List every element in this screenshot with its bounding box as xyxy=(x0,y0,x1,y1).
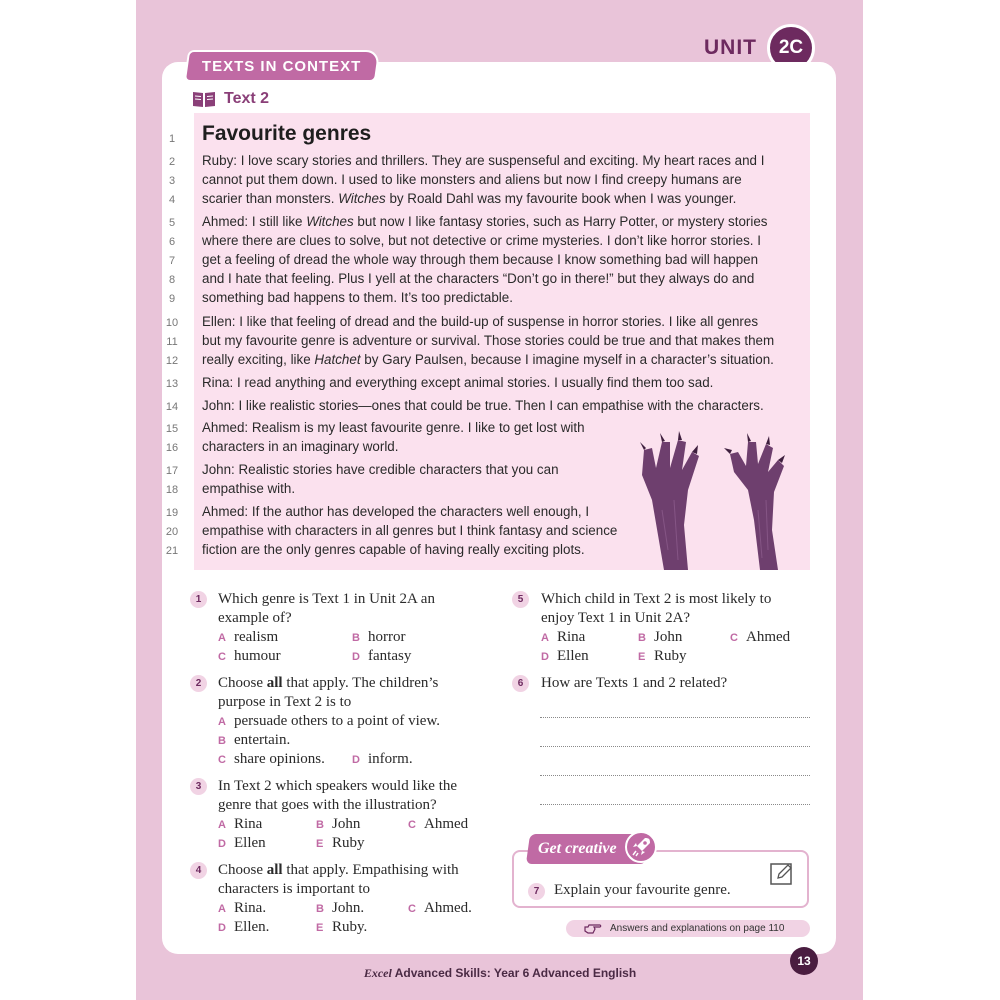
passage-line: scarier than monsters. Witches by Roald Dahl was my favourite book when I was younger. xyxy=(202,191,737,206)
line-number: 19 xyxy=(165,507,179,519)
option[interactable]: E Ruby xyxy=(316,835,365,851)
line-number: 12 xyxy=(165,355,179,367)
section-tab-label: TEXTS IN CONTEXT xyxy=(202,57,362,75)
section-tab xyxy=(184,50,380,82)
rocket-icon xyxy=(624,830,658,864)
line-number: 6 xyxy=(168,236,176,248)
passage-title: Favourite genres xyxy=(202,122,372,145)
question-number: 5 xyxy=(512,591,529,608)
unit-badge: 2C xyxy=(767,24,815,72)
line-number: 9 xyxy=(168,293,176,305)
option[interactable]: D fantasy xyxy=(352,648,412,664)
question-number: 2 xyxy=(190,675,207,692)
unit-label: UNIT xyxy=(704,36,757,59)
option[interactable]: A Rina xyxy=(218,816,263,832)
question-7-text: Explain your favourite genre. xyxy=(554,882,731,898)
question-4-text: characters is important to xyxy=(218,881,371,897)
book-icon xyxy=(192,90,216,108)
line-number: 21 xyxy=(165,545,179,557)
option[interactable]: A realism xyxy=(218,629,279,645)
line-number: 20 xyxy=(165,526,179,538)
question-number: 1 xyxy=(190,591,207,608)
option[interactable]: A Rina xyxy=(541,629,586,645)
passage-line: Ahmed: If the author has developed the characters well enough, I xyxy=(202,504,590,519)
question-6-text: How are Texts 1 and 2 related? xyxy=(541,675,728,691)
question-2-text: Choose all that apply. The children’s xyxy=(218,675,439,691)
option[interactable]: D Ellen xyxy=(218,835,266,851)
passage-line: Ahmed: I still like Witches but now I like fantasy stories, such as Harry Potter, or mystery stories xyxy=(202,214,768,229)
line-number: 10 xyxy=(165,317,179,329)
passage-line: get a feeling of dread the whole way through them because I know something bad will happen xyxy=(202,252,759,267)
answer-line[interactable] xyxy=(540,775,810,776)
text-label-text: Text 2 xyxy=(224,90,270,107)
option[interactable]: B John. xyxy=(316,900,365,916)
question-2-text: purpose in Text 2 is to xyxy=(218,694,352,710)
get-creative-label: Get creative xyxy=(538,840,617,857)
question-3-text: genre that goes with the illustration? xyxy=(218,797,437,813)
option[interactable]: B horror xyxy=(352,629,406,645)
passage-line: fiction are the only genres capable of having really exciting plots. xyxy=(202,542,585,557)
line-number: 17 xyxy=(165,465,179,477)
line-number: 7 xyxy=(168,255,176,267)
question-number: 7 xyxy=(528,883,545,900)
passage-line: Rina: I read anything and everything except animal stories. I usually find them too sad. xyxy=(202,375,714,390)
passage-line: Ruby: I love scary stories and thrillers. They are suspenseful and exciting. My heart races and I xyxy=(202,153,765,168)
series-brand: Excel xyxy=(363,966,392,980)
option[interactable]: B entertain. xyxy=(218,732,291,748)
passage-line: and I hate that feeling. Plus I yell at the characters “Don’t go in there!” but they always do and xyxy=(202,271,755,286)
option[interactable]: D Ellen xyxy=(541,648,589,664)
passage-line: Ahmed: Realism is my least favourite genre. I like to get lost with xyxy=(202,420,585,435)
option[interactable]: E Ruby. xyxy=(316,919,368,935)
page-number: 13 xyxy=(790,947,818,975)
monster-hands-illustration xyxy=(622,430,802,570)
answer-line[interactable] xyxy=(540,717,810,718)
option[interactable]: B John xyxy=(316,816,361,832)
line-number: 5 xyxy=(168,217,176,229)
option[interactable]: D inform. xyxy=(352,751,413,767)
passage-line: cannot put them down. I used to like monsters and aliens but now I find creepy humans are xyxy=(202,172,742,187)
line-number: 4 xyxy=(168,194,176,206)
question-number: 3 xyxy=(190,778,207,795)
line-number: 15 xyxy=(165,423,179,435)
passage-line: but my favourite genre is adventure or survival. Those stories could be true and that makes them xyxy=(202,333,775,348)
passage-line: really exciting, like Hatchet by Gary Paulsen, because I imagine myself in a character’s situation. xyxy=(202,352,774,367)
passage-line: John: I like realistic stories—ones that could be true. Then I can empathise with the characters. xyxy=(202,398,764,413)
option[interactable]: B John xyxy=(638,629,683,645)
option[interactable]: C Ahmed xyxy=(730,629,791,645)
passage-line: characters in an imaginary world. xyxy=(202,439,399,454)
text-label xyxy=(192,88,269,110)
option[interactable]: A persuade others to a point of view. xyxy=(218,713,441,729)
question-4-text: Choose all that apply. Empathising with xyxy=(218,862,459,878)
line-number: 8 xyxy=(168,274,176,286)
option[interactable]: C share opinions. xyxy=(218,751,325,767)
question-1-text: Which genre is Text 1 in Unit 2A an xyxy=(218,591,435,607)
line-number: 1 xyxy=(168,133,176,145)
question-number: 4 xyxy=(190,862,207,879)
option[interactable]: E Ruby xyxy=(638,648,687,664)
passage-line: something bad happens to them. It’s too predictable. xyxy=(202,290,513,305)
option[interactable]: C humour xyxy=(218,648,281,664)
answer-line[interactable] xyxy=(540,804,810,805)
question-1-text: example of? xyxy=(218,610,292,626)
line-number: 3 xyxy=(168,175,176,187)
footer-series-title: Excel Advanced Skills: Year 6 Advanced English xyxy=(363,966,637,980)
answer-line[interactable] xyxy=(540,746,810,747)
answers-note xyxy=(566,920,810,937)
passage-line: empathise with. xyxy=(202,481,296,496)
pointing-hand-icon xyxy=(584,923,602,934)
question-number: 6 xyxy=(512,675,529,692)
answers-note-text: Answers and explanations on page 110 xyxy=(610,923,785,934)
question-3-text: In Text 2 which speakers would like the xyxy=(218,778,458,794)
question-5-text: enjoy Text 1 in Unit 2A? xyxy=(541,610,691,626)
passage-line: John: Realistic stories have credible characters that you can xyxy=(202,462,559,477)
line-number: 16 xyxy=(165,442,179,454)
pencil-icon xyxy=(770,862,794,886)
passage-line: where there are clues to solve, but not detective or crime mysteries. I don’t like horror stories. I xyxy=(202,233,761,248)
line-number: 11 xyxy=(166,336,178,348)
option[interactable]: A Rina. xyxy=(218,900,267,916)
question-5-text: Which child in Text 2 is most likely to xyxy=(541,591,772,607)
passage-line: empathise with characters in all genres but I think fantasy and science xyxy=(202,523,618,538)
line-number: 13 xyxy=(165,378,179,390)
line-number: 18 xyxy=(165,484,179,496)
option[interactable]: C Ahmed. xyxy=(408,900,472,916)
line-number: 2 xyxy=(168,156,176,168)
option[interactable]: C Ahmed xyxy=(408,816,469,832)
line-number: 14 xyxy=(165,401,179,413)
option[interactable]: D Ellen. xyxy=(218,919,270,935)
passage-line: Ellen: I like that feeling of dread and the build-up of suspense in horror stories. I like all genres xyxy=(202,314,759,329)
